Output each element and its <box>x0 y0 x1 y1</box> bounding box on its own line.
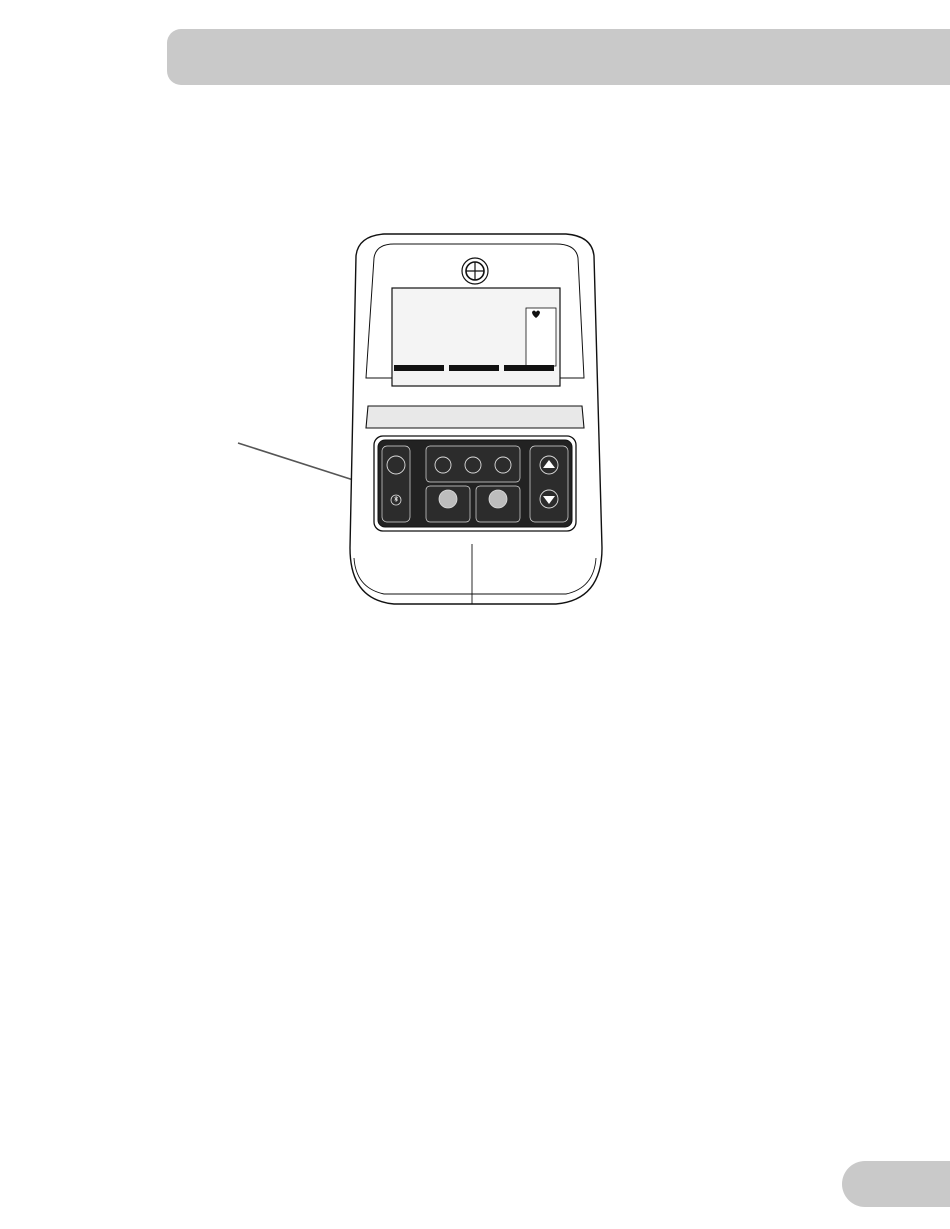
challenge-button[interactable] <box>495 457 511 473</box>
start-button[interactable] <box>439 490 457 508</box>
pause-stop-button[interactable] <box>489 490 507 508</box>
manual-button[interactable] <box>435 457 451 473</box>
console-illustration <box>344 228 606 608</box>
display-button[interactable] <box>387 456 405 474</box>
interval-button[interactable] <box>465 457 481 473</box>
brand-bar <box>366 406 584 428</box>
schwinn-emblem-icon <box>462 258 488 284</box>
page-number-tab <box>842 1161 950 1207</box>
